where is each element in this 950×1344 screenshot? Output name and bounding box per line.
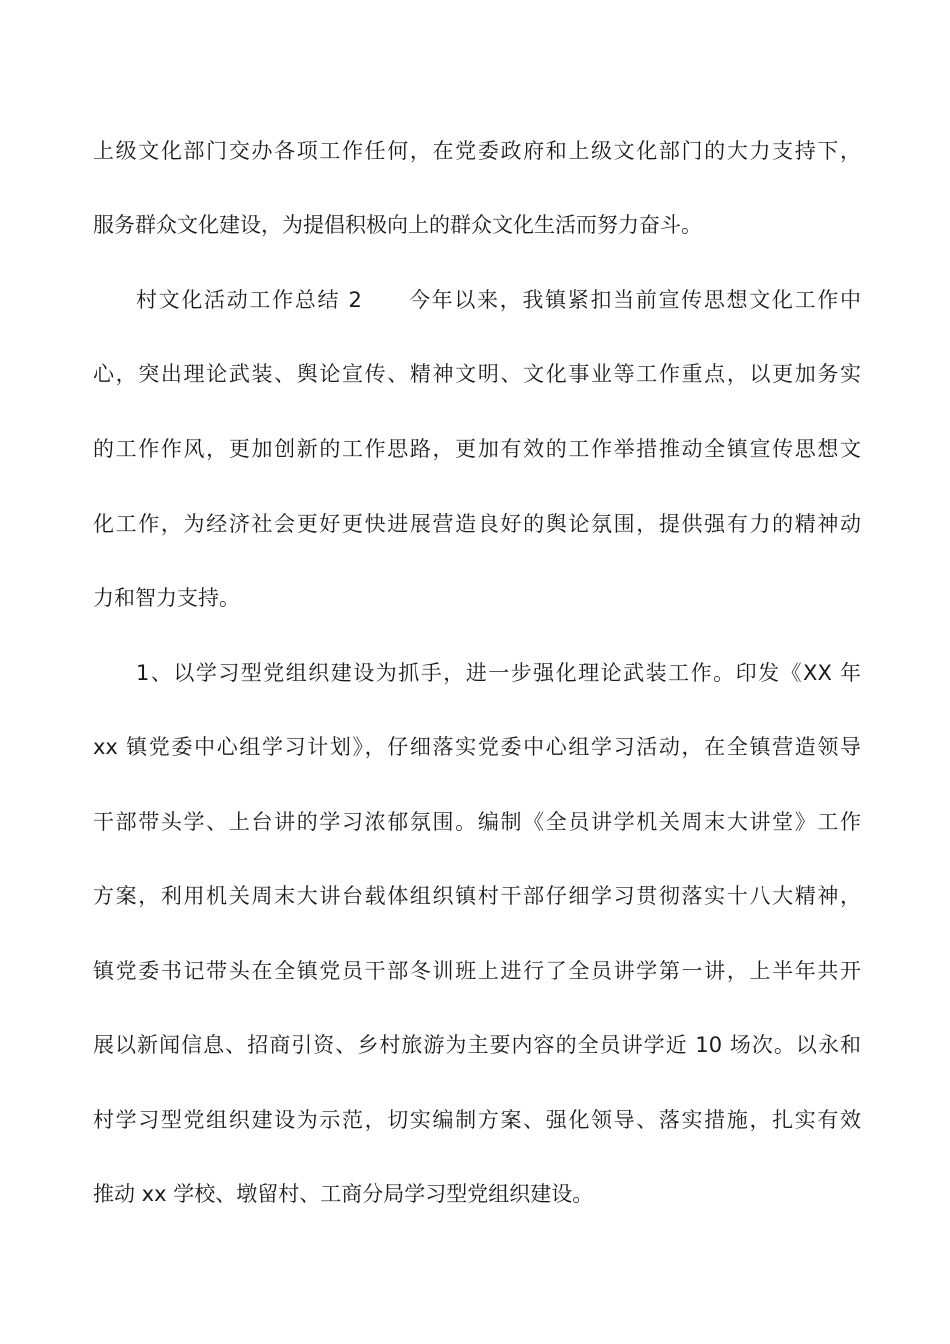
text-line: 上级文化部门交办各项工作任何，在党委政府和上级文化部门的大力支持下， [93,139,861,163]
numbered-item-line: 1、以学习型党组织建设为抓手，进一步强化理论武装工作。印发《XX 年 [136,661,861,685]
text-line: 化工作，为经济社会更好更快进展营造良好的舆论氛围，提供强有力的精神动 [93,512,861,536]
text-line: xx 镇党委中心组学习计划》，仔细落实党委中心组学习活动，在全镇营造领导 [93,735,861,759]
text-line: 展以新闻信息、招商引资、乡村旅游为主要内容的全员讲学近 10 场次。以永和 [93,1033,861,1057]
text-line: 服务群众文化建设，为提倡积极向上的群众文化生活而努力奋斗。 [93,213,702,237]
text-line: 力和智力支持。 [93,586,240,610]
text-line: 心，突出理论武装、舆论宣传、精神文明、文化事业等工作重点，以更加务实 [93,362,861,386]
text-line: 村学习型党组织建设为示范，切实编制方案、强化领导、落实措施，扎实有效 [93,1108,861,1132]
section-heading-line: 村文化活动工作总结 2 今年以来，我镇紧扣当前宣传思想文化工作中 [136,288,861,312]
text-line: 干部带头学、上台讲的学习浓郁氛围。编制《全员讲学机关周末大讲堂》工作 [93,810,861,834]
text-line: 镇党委书记带头在全镇党员干部冬训班上进行了全员讲学第一讲，上半年共开 [93,959,861,983]
text-line: 推动 xx 学校、墩留村、工商分局学习型党组织建设。 [93,1182,594,1206]
text-line: 的工作作风，更加创新的工作思路，更加有效的工作举措推动全镇宣传思想文 [93,437,861,461]
text-line: 方案，利用机关周末大讲台载体组织镇村干部仔细学习贯彻落实十八大精神， [93,884,861,908]
